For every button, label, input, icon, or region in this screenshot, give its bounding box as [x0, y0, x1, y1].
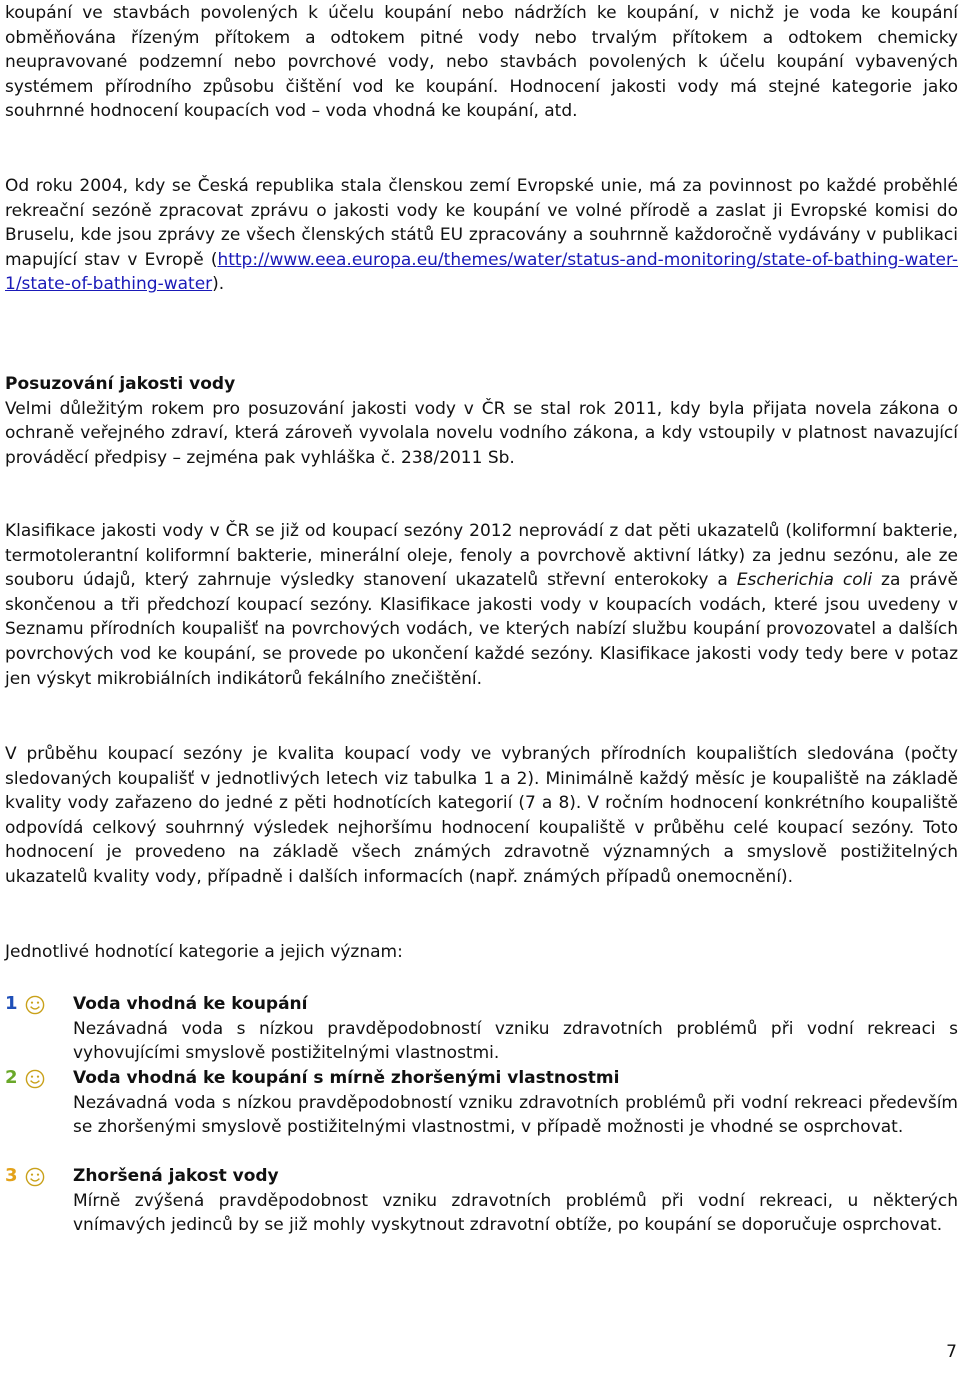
paragraph-eu-reporting — [5, 174, 958, 297]
category-description: Nezávadná voda s nízkou pravděpodobností vzniku zdravotních problémů při vodní rekreaci s vyhovujícími smyslově postižitelnými vlastnostmi. — [73, 1018, 958, 1064]
eea-link[interactable]: http://www.eea.europa.eu/themes/water/status-and-monitoring/state-of-bathing-water-1/state-of-bathing-water — [5, 249, 958, 295]
smiley-icon — [25, 1167, 45, 1187]
category-number: 1 — [5, 993, 18, 1014]
paragraph-classification — [5, 519, 958, 691]
smiley-icon — [25, 995, 45, 1015]
paragraph-season-monitoring: V průběhu koupací sezóny je kvalita koupací vody ve vybraných přírodních koupalištích sledována (počty sledovaných koupališť v jednotlivých letech viz tabulka 1 a 2). Minimálně každý měsíc je koupaliště na základě kvality vody zařazeno do jedné z pěti hodnotících kategorií (7 a 8). V ročním hodnocení konkrétního koupaliště odpovídá celkový souhrnný výsledek nejhoršímu hodnocení koupaliště v průběhu celé koupací sezóny. Toto hodnocení je provedeno na základě všech známých zdravotně významných a smyslově postižitelných ukazatelů kvality vody, případně i dalších informacích (např. známých případů onemocnění). — [5, 744, 958, 887]
paragraph-eu-text: Od roku 2004, kdy se Česká republika stala členskou zemí Evropské unie, má za povinnost po každé proběhlé rekreační sezóně zpracovat zprávu o jakosti vody ke koupání ve volné přírodě a zaslat ji Evropské komisi do Bruselu, kde jsou zprávy ze všech členských států EU zpracovány a souhrnně každoročně vydávány v publikaci mapující stav v Evropě ( — [5, 176, 958, 270]
paragraph-intro: koupání ve stavbách povolených k účelu koupání nebo nádržích ke koupání, v nichž je voda ke koupání obměňována řízeným přítokem a odtokem pitné vody nebo trvalým přítokem a odtokem chemicky neupravované podzemní nebo povrchové vody, nebo stavbách povolených k účelu koupání vybavených systémem přírodního způsobu čištění vod ke koupání. Hodnocení jakosti vody má stejné kategorie jako souhrnné hodnocení koupacích vod – voda vhodná ke koupání, atd. — [5, 3, 958, 122]
category-number: 2 — [5, 1067, 18, 1088]
category-body — [73, 992, 958, 1066]
category-number: 3 — [5, 1165, 18, 1186]
category-title: Voda vhodná ke koupání — [73, 994, 308, 1014]
category-description: Mírně zvýšená pravděpodobnost vzniku zdravotních problémů při vodní rekreaci, u některých vnímavých jedinců by se již mohly vyskytnout zdravotní obtíže, po koupání se doporučuje osprchovat. — [73, 1190, 958, 1236]
section-water-quality-assessment — [5, 372, 958, 470]
classification-text-tail: za právě skončenou a tři předchozí koupací sezóny. Klasifikace jakosti vody v koupacích vodách, které jsou uvedeny v Seznamu přírodních koupališť na povrchových vodách, ve kterých nabízí službu koupání provozovatel a dalších povrchových vod ke koupání, se provede po ukončení každé sezóny. Klasifikace jakosti vody tedy bere v potaz jen výskyt mikrobiálních indikátorů fekálního znečištění. — [5, 570, 959, 689]
page-number: 7 — [946, 1342, 957, 1362]
smiley-icon — [25, 1069, 45, 1089]
paragraph-eu-tail: ). — [212, 274, 225, 295]
classification-text: Klasifikace jakosti vody v ČR se již od koupací sezóny 2012 neprovádí z dat pěti ukazatelů (koliformní bakterie, termotolerantní koliformní bakterie, minerální oleje, fenoly a povrchově aktivní látky) za jednu sezónu, ale ze souboru údajů, který zahrnuje výsledky stanovení ukazatelů střevní enterokoky a — [5, 521, 958, 591]
escherichia-coli-term: Escherichia coli — [736, 570, 873, 591]
category-title: Voda vhodná ke koupání s mírně zhoršenými vlastnostmi — [73, 1068, 620, 1088]
section-assessment-text: Velmi důležitým rokem pro posuzování jakosti vody v ČR se stal rok 2011, kdy byla přijata novela zákona o ochraně veřejného zdraví, která zároveň vyvolala novelu vodního zákona, a kdy vstoupily v platnost navazující prováděcí předpisy – zejména pak vyhláška č. 238/2011 Sb. — [5, 398, 958, 468]
section-heading: Posuzování jakosti vody — [5, 374, 236, 394]
categories-intro: Jednotlivé hodnotící kategorie a jejich význam: — [5, 942, 403, 962]
category-title: Zhoršená jakost vody — [73, 1166, 279, 1186]
category-body — [73, 1066, 958, 1140]
category-description: Nezávadná voda s nízkou pravděpodobností vzniku zdravotních problémů při vodní rekreaci především se zhoršenými smyslově postižitelnými vlastnostmi, v případě možnosti je vhodné se osprchovat. — [73, 1092, 958, 1138]
category-body — [73, 1164, 958, 1238]
